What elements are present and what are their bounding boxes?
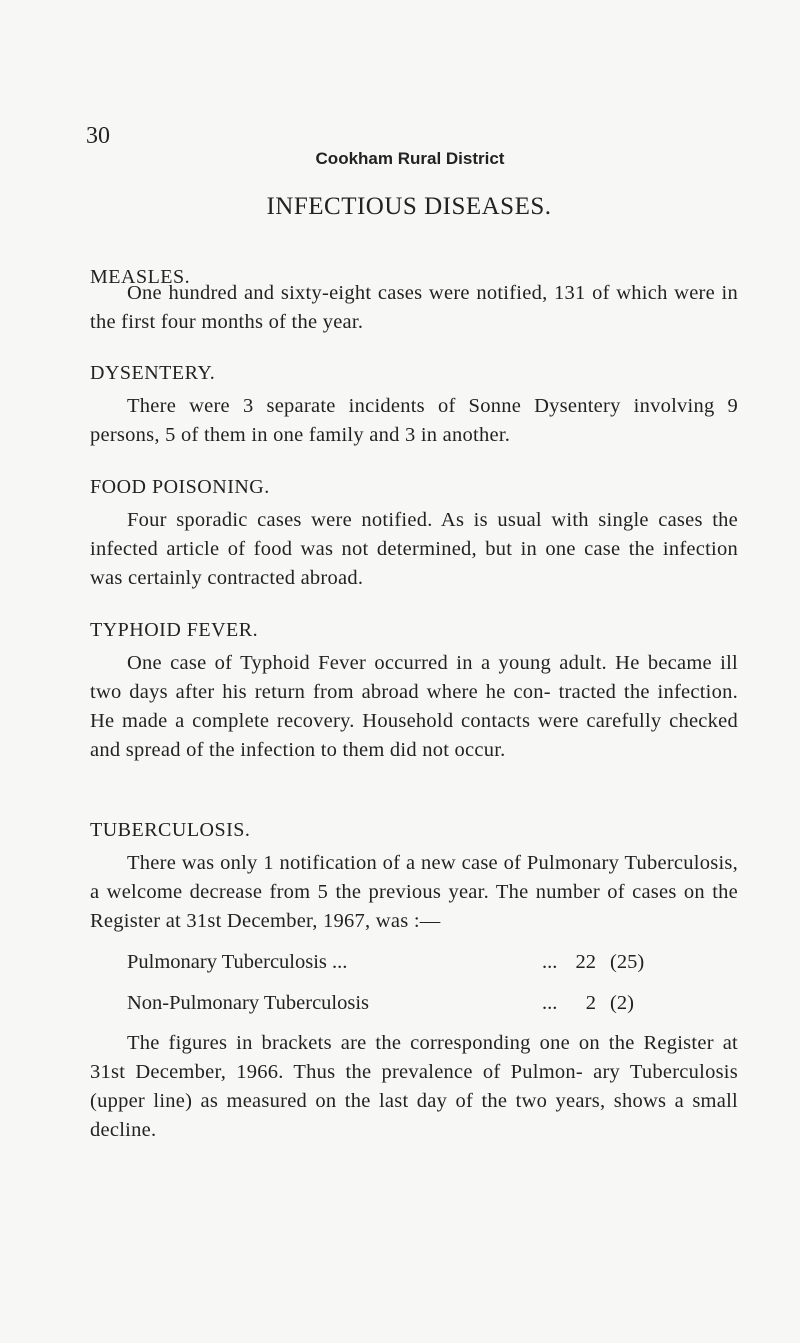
- table-row-current: 22: [575, 951, 596, 973]
- section-text-food-poisoning: Four sporadic cases were notified. As is usual with single cases the infected article of food was not determined, but in one case the infection was certainly contracted abroad.: [90, 509, 738, 589]
- table-row-current: 2: [585, 992, 596, 1014]
- table-row-label: Pulmonary Tuberculosis ...: [127, 951, 348, 973]
- table-row: [0, 993, 800, 1017]
- table-row: [0, 952, 800, 976]
- section-heading-measles: MEASLES.: [90, 266, 191, 288]
- table-row-previous: (25): [610, 951, 645, 973]
- section-text-tuberculosis: There was only 1 notification of a new case of Pulmonary Tuberculosis, a welcome decrease from 5 the previous year. The number of cases on the Register at 31st December, 1967, was :—: [90, 852, 738, 932]
- table-row-dots: ...: [542, 992, 558, 1014]
- running-head: Cookham Rural District: [315, 149, 505, 168]
- page-title: INFECTIOUS DISEASES.: [266, 193, 552, 220]
- page-number: 30: [86, 123, 110, 149]
- section-text-typhoid: One case of Typhoid Fever occurred in a young adult. He became ill two days after his return from abroad where he con- tracted the infection. He made a complete recovery. Household contacts were carefully checked and spread of the infection to them did not occur.: [90, 652, 738, 761]
- section-heading-food-poisoning: FOOD POISONING.: [90, 476, 270, 498]
- table-row-previous: (2): [610, 992, 634, 1014]
- section-heading-typhoid: TYPHOID FEVER.: [90, 619, 259, 641]
- table-row-label: Non-Pulmonary Tuberculosis: [127, 992, 370, 1014]
- section-heading-tuberculosis: TUBERCULOSIS.: [90, 819, 251, 841]
- section-closing-tuberculosis: The figures in brackets are the corresponding one on the Register at 31st December, 1966. Thus the prevalence of Pulmon- ary Tuberculosis (upper line) as measured on the last day of the two years, shows a small decline.: [90, 1032, 738, 1141]
- section-text-measles: One hundred and sixty-eight cases were notified, 131 of which were in the first four months of the year.: [90, 282, 738, 333]
- section-text-dysentery: There were 3 separate incidents of Sonne Dysentery involving 9 persons, 5 of them in one family and 3 in another.: [90, 395, 738, 446]
- table-row-dots: ...: [542, 951, 558, 973]
- section-heading-dysentery: DYSENTERY.: [90, 362, 216, 384]
